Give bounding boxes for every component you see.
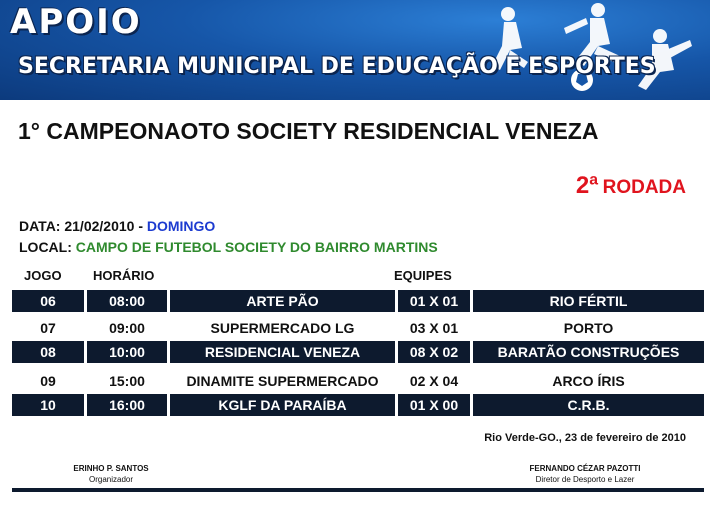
soccer-players-graphic	[470, 0, 710, 100]
rodada-text: RODADA	[602, 177, 686, 198]
location-line	[19, 239, 438, 255]
game-number: 09	[12, 370, 84, 392]
signature-role: Diretor de Desporto e Lazer	[535, 475, 635, 484]
signature-director	[510, 464, 660, 484]
header-banner	[0, 0, 710, 100]
secretaria-title: SECRETARIA MUNICIPAL DE EDUCAÇÃO E ESPORTES	[18, 54, 656, 79]
game-time: 10:00	[87, 341, 167, 363]
signature-name: ERINHO P. SANTOS	[73, 464, 149, 473]
game-score: 01 X 01	[398, 290, 470, 312]
table-row	[12, 394, 704, 416]
game-number: 06	[12, 290, 84, 312]
game-number: 10	[12, 394, 84, 416]
game-score: 01 X 00	[398, 394, 470, 416]
away-team: C.R.B.	[473, 394, 704, 416]
game-time: 16:00	[87, 394, 167, 416]
header-equipes: EQUIPES	[394, 268, 452, 283]
place-date: Rio Verde-GO., 23 de fevereiro de 2010	[484, 432, 686, 444]
game-time: 09:00	[87, 317, 167, 339]
game-score: 03 X 01	[398, 317, 470, 339]
page-title: 1° CAMPEONAOTO SOCIETY RESIDENCIAL VENEZA	[18, 118, 599, 144]
home-team: RESIDENCIAL VENEZA	[170, 341, 395, 363]
rodada-label	[576, 172, 686, 200]
signature-role: Organizador	[88, 475, 134, 484]
date-line	[19, 218, 215, 234]
away-team: BARATÃO CONSTRUÇÕES	[473, 341, 704, 363]
home-team: SUPERMERCADO LG	[170, 317, 395, 339]
away-team: RIO FÉRTIL	[473, 290, 704, 312]
table-row	[12, 290, 704, 312]
date-label: DATA: 21/02/2010 -	[19, 218, 147, 234]
game-number: 08	[12, 341, 84, 363]
header-horario: HORÁRIO	[93, 268, 155, 283]
location-value: CAMPO DE FUTEBOL SOCIETY DO BAIRRO MARTINS	[75, 239, 438, 255]
home-team: ARTE PÃO	[170, 290, 395, 312]
location-label: LOCAL:	[19, 239, 76, 255]
game-score: 08 X 02	[398, 341, 470, 363]
apoio-label: APOIO	[10, 2, 142, 42]
away-team: PORTO	[473, 317, 704, 339]
bottom-divider	[12, 488, 704, 492]
game-time: 15:00	[87, 370, 167, 392]
signature-name: FERNANDO CÉZAR PAZOTTI	[529, 464, 641, 473]
game-time: 08:00	[87, 290, 167, 312]
home-team: DINAMITE SUPERMERCADO	[170, 370, 395, 392]
signature-organizer	[56, 464, 166, 484]
table-row	[12, 341, 704, 363]
rodada-number: 2ª	[575, 172, 599, 199]
header-jogo: JOGO	[24, 268, 62, 283]
table-row	[12, 317, 704, 339]
away-team: ARCO ÍRIS	[473, 370, 704, 392]
game-number: 07	[12, 317, 84, 339]
date-day: DOMINGO	[146, 218, 216, 234]
home-team: KGLF DA PARAÍBA	[170, 394, 395, 416]
table-row	[12, 370, 704, 392]
game-score: 02 X 04	[398, 370, 470, 392]
